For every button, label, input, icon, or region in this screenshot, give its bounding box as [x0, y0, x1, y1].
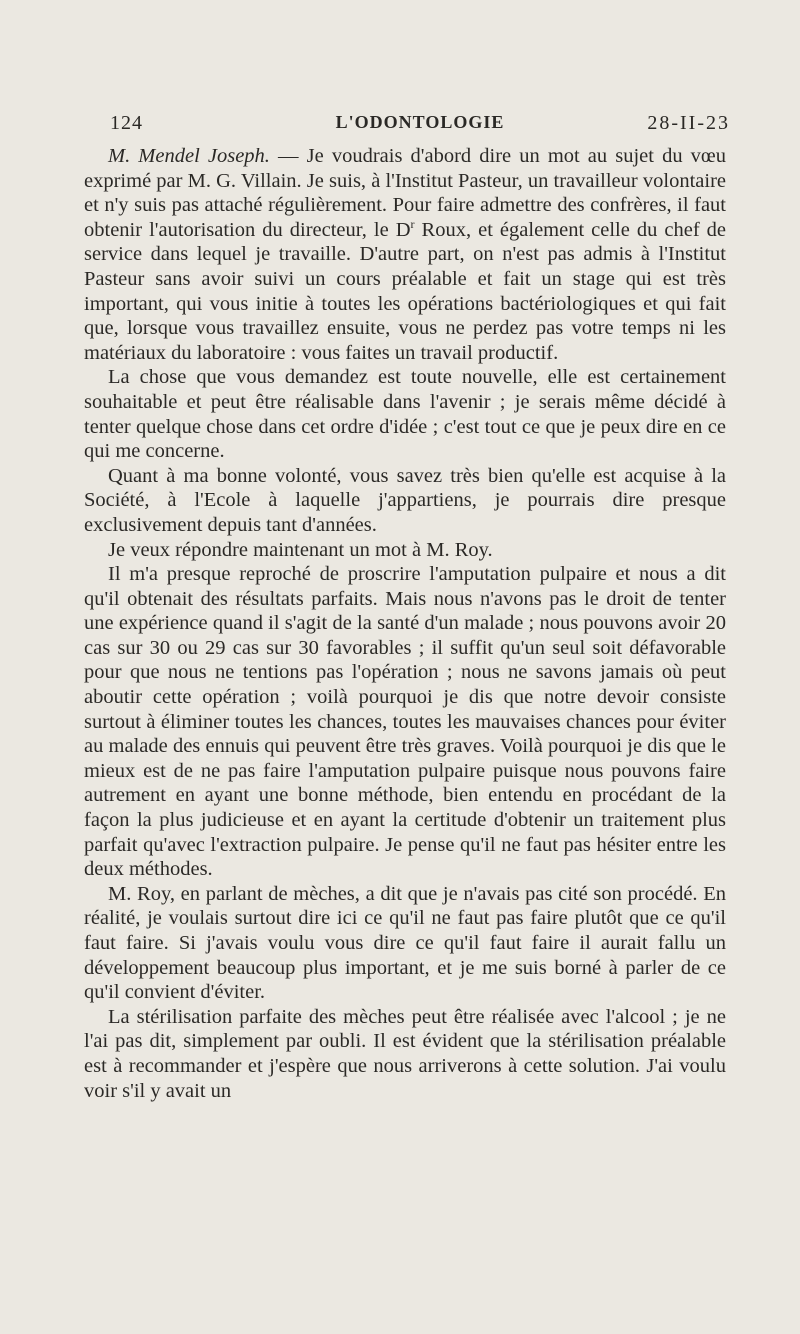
paragraph-4: Je veux répondre maintenant un mot à M. Roy.	[108, 538, 493, 561]
paragraph-3: Quant à ma bonne volonté, vous savez très bien qu'elle est acquise à la Société, à l'Ecole à laquelle j'appartiens, je pourrais dire presque exclusivement depuis tant d'années.	[84, 464, 726, 536]
issue-date: 28-II-23	[647, 112, 730, 134]
paragraph-5: Il m'a presque reproché de proscrire l'amputation pulpaire et nous a dit qu'il obtenait des résultats parfaits. Mais nous n'avons pas le droit de tenter une expérience quand il s'agit de la santé d'un malade ; nous pouvons avoir 20 cas sur 30 ou 29 cas sur 30 favorables ; il suffit qu'un seul soit défavorable pour que nous ne tentions pas l'opération ; nous ne savons jamais où peut aboutir cette opération ; voilà pourquoi je dis que notre devoir consiste surtout à éliminer toutes les chances, toutes les mauvaises chances pour éviter au malade des ennuis qui peuvent être très graves. Voilà pourquoi je dis que le mieux est de ne pas faire l'amputation pulpaire puisque nous pouvons faire autrement en ayant une bonne méthode, bien entendu en procédant de la façon la plus judicieuse et en ayant la certitude d'obtenir un traitement plus parfait qu'avec l'extraction pulpaire. Je pense qu'il ne faut pas hésiter entre les deux méthodes.	[84, 563, 726, 881]
body-text	[84, 144, 726, 1103]
running-head	[110, 112, 730, 142]
paragraph-2: La chose que vous demandez est toute nouvelle, elle est certainement souhaitable et peut être réalisable dans l'avenir ; je serais même décidé à tenter quelque chose dans cet ordre d'idée ; c'est tout ce que je peux dire en ce qui me concerne.	[84, 366, 726, 463]
paragraph-1	[84, 144, 726, 365]
paragraph-1-superscript: r	[410, 216, 415, 231]
speaker-name: M. Mendel Joseph.	[108, 145, 270, 167]
page-number: 124	[110, 112, 143, 134]
paragraph-1-text-b: Roux, et également celle du chef de service dans lequel je travaille. D'autre part, on n'est pas admis à l'Institut Pasteur sans avoir suivi un cours préalable et fait un stage qui est très important, qui vous initie à toutes les opérations bactériologiques et qui fait que, lorsque vous travaillez ensuite, vous ne perdez pas votre temps ni les matériaux du laboratoire : vous faites un travail productif.	[84, 218, 727, 364]
paragraph-7: La stérilisation parfaite des mèches peut être réalisée avec l'alcool ; je ne l'ai pas dit, simplement par oubli. Il est évident que la stérilisation préalable est à recommander et j'espère que nous arriverons à cette solution. J'ai voulu voir s'il y avait un	[84, 1005, 726, 1102]
paragraph-6: M. Roy, en parlant de mèches, a dit que je n'avais pas cité son procédé. En réalité, je voulais surtout dire ici ce qu'il ne faut pas faire plutôt que ce qu'il faut faire. Si j'avais voulu vous dire ce qu'il faut faire il aurait fallu un développement beaucoup plus important, et je me suis borné à parler de ce qu'il convient d'éviter.	[84, 882, 726, 1004]
journal-title: L'ODONTOLOGIE	[335, 112, 505, 132]
paragraph-1-text-a: — Je voudrais d'abord dire un mot au sujet du vœu exprimé par M. G. Villain. Je suis, à l'Institut Pasteur, un travailleur volontaire et n'y suis pas attaché régulièrement. Pour faire admettre des confrères, il faut obtenir l'autorisation du directeur, le D	[84, 145, 726, 241]
